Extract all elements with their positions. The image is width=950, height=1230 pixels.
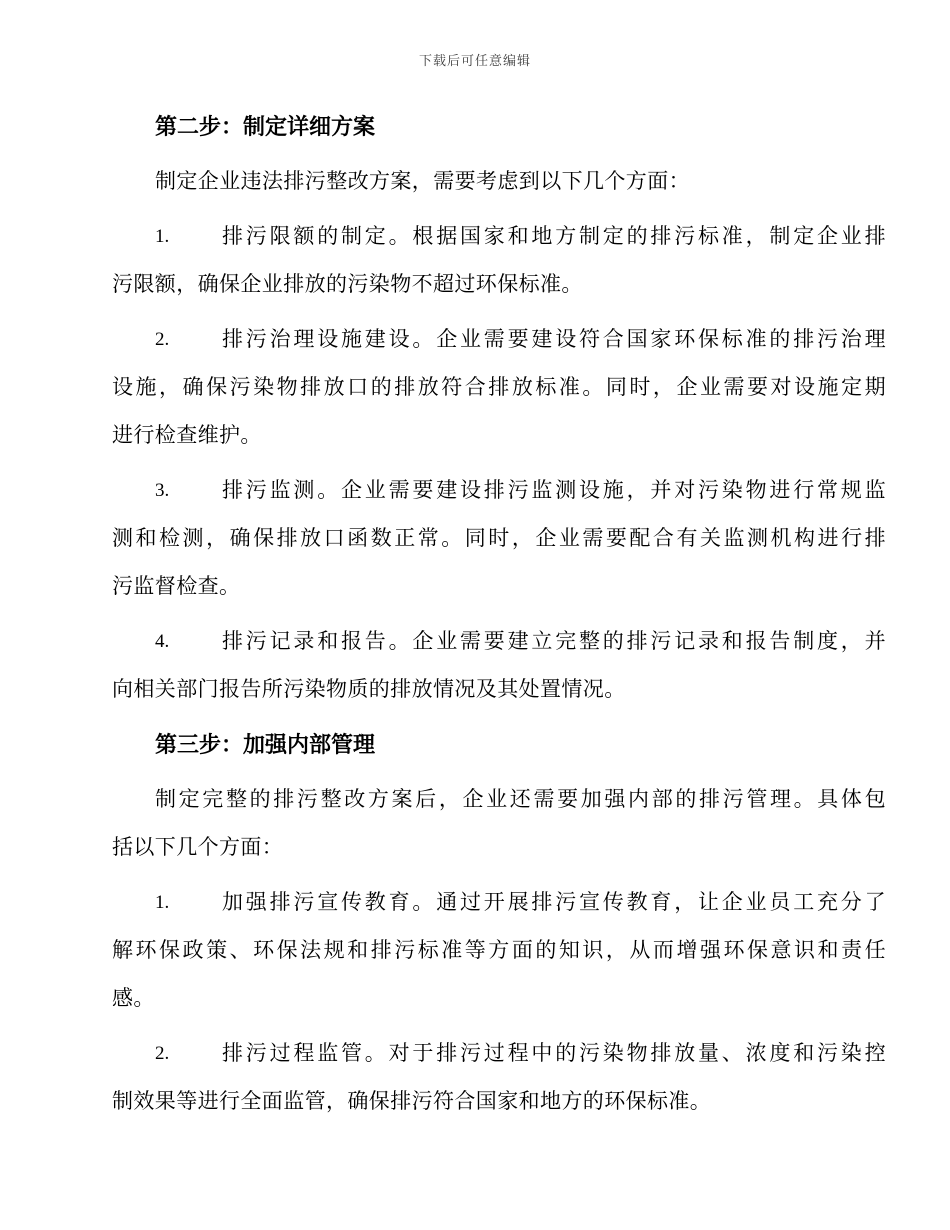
text-line bbox=[112, 879, 886, 927]
list-number: 1. bbox=[155, 892, 170, 913]
list-number: 2. bbox=[155, 329, 170, 350]
text-line: 制定企业违法排污整改方案，需要考虑到以下几个方面： bbox=[155, 170, 690, 193]
text-line: 感。 bbox=[112, 987, 155, 1010]
text-line: 设施，确保污染物排放口的排放符合排放标准。同时，企业需要对设施定期 bbox=[112, 376, 886, 399]
text-line-content: 排污治理设施建设。企业需要建设符合国家环保标准的排污治理 bbox=[222, 328, 886, 351]
text-line: 测和检测，确保排放口函数正常。同时，企业需要配合有关监测机构进行排 bbox=[112, 527, 886, 550]
list-item-3-monitoring bbox=[112, 467, 886, 611]
list-number: 1. bbox=[155, 226, 170, 247]
text-line: 解环保政策、环保法规和排污标准等方面的知识，从而增强环保意识和责任 bbox=[112, 939, 886, 962]
text-line: 污监督检查。 bbox=[112, 575, 241, 598]
text-line: 制定完整的排污整改方案后，企业还需要加强内部的排污管理。具体包 bbox=[155, 788, 886, 811]
list-item-2-facilities bbox=[112, 316, 886, 460]
list-item-4-records bbox=[112, 618, 886, 714]
text-line: 进行检查维护。 bbox=[112, 424, 262, 447]
text-line-content: 加强排污宣传教育。通过开展排污宣传教育，让企业员工充分了 bbox=[222, 891, 886, 914]
text-line: 向相关部门报告所污染物质的排放情况及其处置情况。 bbox=[112, 678, 626, 701]
list-number: 2. bbox=[155, 1043, 170, 1064]
list-item-1-quota bbox=[112, 213, 886, 309]
text-line-content: 排污记录和报告。企业需要建立完整的排污记录和报告制度，并 bbox=[222, 630, 886, 653]
document-content bbox=[112, 103, 886, 1133]
section-heading-step2: 第二步：制定详细方案 bbox=[155, 114, 376, 139]
text-line: 制效果等进行全面监管，确保排污符合国家和地方的环保标准。 bbox=[112, 1090, 712, 1113]
list-item-2-supervision bbox=[112, 1030, 886, 1126]
text-line bbox=[112, 213, 886, 261]
text-line bbox=[112, 1030, 886, 1078]
section-heading-step3: 第三步：加强内部管理 bbox=[155, 732, 376, 757]
text-line bbox=[112, 467, 886, 515]
text-line: 括以下几个方面： bbox=[112, 836, 284, 859]
text-line bbox=[112, 618, 886, 666]
header-watermark: 下载后可任意编辑 bbox=[418, 53, 531, 68]
paragraph-intro-step3 bbox=[112, 776, 886, 872]
text-line-content: 排污监测。企业需要建设排污监测设施，并对污染物进行常规监 bbox=[222, 479, 886, 502]
list-number: 4. bbox=[155, 631, 170, 652]
paragraph-intro-step2 bbox=[112, 158, 886, 206]
text-line-content: 排污过程监管。对于排污过程中的污染物排放量、浓度和污染控 bbox=[222, 1042, 886, 1065]
list-number: 3. bbox=[155, 480, 170, 501]
list-item-1-education bbox=[112, 879, 886, 1023]
text-line bbox=[112, 316, 886, 364]
text-line-content: 排污限额的制定。根据国家和地方制定的排污标准，制定企业排 bbox=[222, 225, 886, 248]
text-line: 污限额，确保企业排放的污染物不超过环保标准。 bbox=[112, 273, 583, 296]
